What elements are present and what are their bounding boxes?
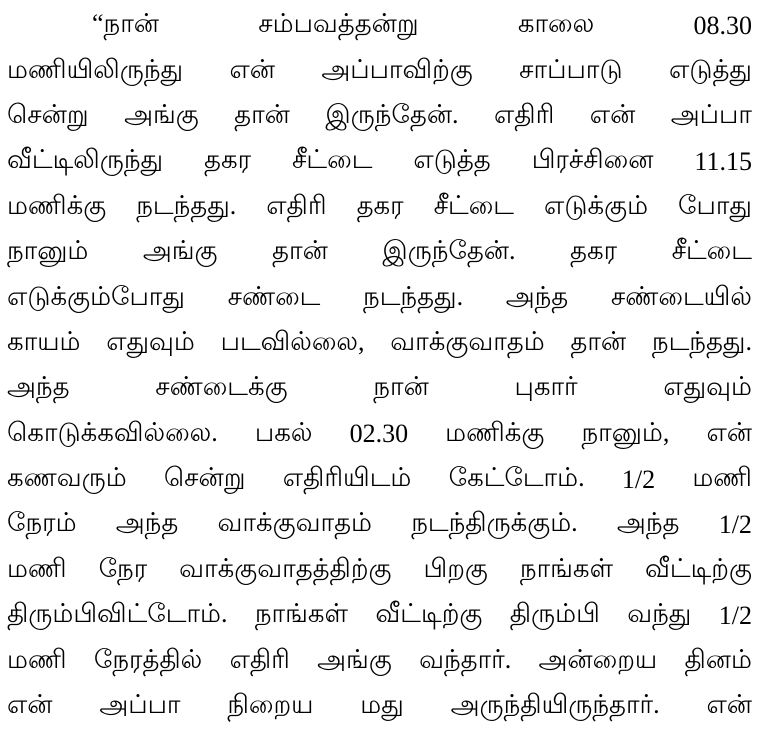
word: பிரச்சினை [531, 145, 654, 175]
word: தான் [234, 99, 290, 129]
word: எடுத்து [668, 54, 752, 84]
word: சீட்டை [433, 190, 514, 220]
text-line [7, 139, 752, 184]
text-line [7, 3, 752, 48]
word: சென்று [163, 463, 246, 493]
word: வாக்குவாதம் [217, 508, 372, 538]
word: என் [706, 690, 752, 720]
word: நடந்தது. [136, 190, 237, 220]
word: அந்த [115, 508, 179, 538]
word: தகர [570, 236, 618, 266]
word: வாக்குவாதம் [390, 326, 545, 356]
word: மணிக்கு [445, 417, 545, 447]
word: சண்டை [227, 281, 321, 311]
word: வந்தார். [419, 644, 512, 674]
word: திரும்பி [509, 599, 600, 629]
word: நடந்தது. [651, 326, 752, 356]
word: நானும், [581, 417, 670, 447]
word: அங்கு [142, 236, 218, 266]
word: தகர [204, 145, 252, 175]
word: அப்பா [670, 99, 752, 129]
word: எடுக்கும்போது [7, 281, 185, 311]
text-line [7, 185, 752, 230]
word: 1/2 [621, 464, 656, 494]
word: தான் [272, 236, 328, 266]
text-line [7, 275, 752, 320]
word: போது [678, 190, 752, 220]
text-line [7, 593, 752, 638]
word: வந்து [627, 599, 692, 629]
word: இருந்தேன். [382, 236, 516, 266]
word: நாங்கள் [519, 553, 614, 583]
word: என் [589, 99, 636, 129]
word: எதிரி [229, 644, 290, 674]
word: என் [229, 54, 275, 84]
word: 1/2 [718, 600, 752, 630]
word: தகர [356, 190, 404, 220]
word: அருந்தியிருந்தார். [450, 690, 660, 720]
word: மணிக்கு [7, 190, 107, 220]
word: எதிரி [494, 99, 555, 129]
text-line [7, 684, 752, 729]
word: “நான் [92, 9, 160, 39]
word: 08.30 [693, 10, 752, 40]
word: கணவரும் [7, 463, 127, 493]
word: அங்கு [124, 99, 199, 129]
word: நேரம் [7, 508, 77, 538]
word: 1/2 [718, 509, 752, 539]
word: நிறைய [227, 690, 314, 720]
word: கேட்டோம். [448, 463, 585, 493]
word: சென்று [7, 99, 89, 129]
word: அன்றைய [538, 644, 658, 674]
word: எதிரியிடம் [282, 463, 412, 493]
word: அப்பாவிற்கு [321, 54, 473, 84]
word: வீட்டிற்கு [375, 599, 483, 629]
word: புகார் [514, 372, 578, 402]
word: சீட்டை [671, 236, 752, 266]
word: மது [360, 690, 404, 720]
word: சண்டைக்கு [155, 372, 288, 402]
text-line [7, 48, 752, 93]
text-line [7, 321, 752, 366]
word: மணி [692, 463, 752, 493]
word: தான் [570, 326, 627, 356]
text-line [7, 412, 752, 457]
word: 02.30 [349, 419, 409, 449]
text-line [7, 94, 752, 139]
word: எதுவும் [106, 326, 195, 356]
word: பகல் [254, 417, 313, 447]
word: சாப்பாடு [519, 54, 623, 84]
word: அந்த [7, 372, 70, 402]
word: நேரத்தில் [93, 644, 203, 674]
word: 11.15 [694, 146, 752, 176]
word: என் [706, 417, 752, 447]
word: அங்கு [317, 644, 392, 674]
word: சம்பவத்தன்று [258, 9, 419, 39]
word: மணியிலிருந்து [7, 54, 184, 84]
word: அந்த [505, 281, 569, 311]
word: சீட்டை [292, 145, 373, 175]
word: வீட்டிற்கு [645, 553, 752, 583]
word: இருந்தேன். [325, 99, 459, 129]
word: எடுத்த [413, 145, 491, 175]
text-line [7, 638, 752, 683]
word: பிறகு [423, 553, 488, 583]
word: நானும் [7, 236, 89, 266]
word: படவில்லை, [220, 326, 365, 356]
word: மணி [7, 644, 67, 674]
word: கொடுக்கவில்லை. [7, 417, 218, 447]
word: நாங்கள் [254, 599, 349, 629]
word: எதிரி [266, 190, 327, 220]
word: வாக்குவாதத்திற்கு [179, 553, 392, 583]
text-line [7, 457, 752, 502]
word: வீட்டிலிருந்து [7, 145, 164, 175]
word: காலை [517, 9, 595, 39]
word: மணி [7, 553, 67, 583]
word: திரும்பிவிட்டோம். [7, 599, 228, 629]
word: காயம் [7, 326, 81, 356]
text-line [7, 230, 752, 275]
word: எடுக்கும் [544, 190, 649, 220]
word: நடந்திருக்கும். [411, 508, 578, 538]
text-line [7, 366, 752, 411]
word: நேர [98, 553, 148, 583]
word: நடந்தது. [363, 281, 464, 311]
word: சண்டையில் [610, 281, 752, 311]
word: எதுவும் [663, 372, 752, 402]
word: என் [7, 690, 53, 720]
word: அப்பா [99, 690, 181, 720]
text-line [7, 502, 752, 547]
text-line [7, 548, 752, 593]
word: அந்த [616, 508, 680, 538]
word: தினம் [684, 644, 752, 674]
word: நான் [373, 372, 429, 402]
